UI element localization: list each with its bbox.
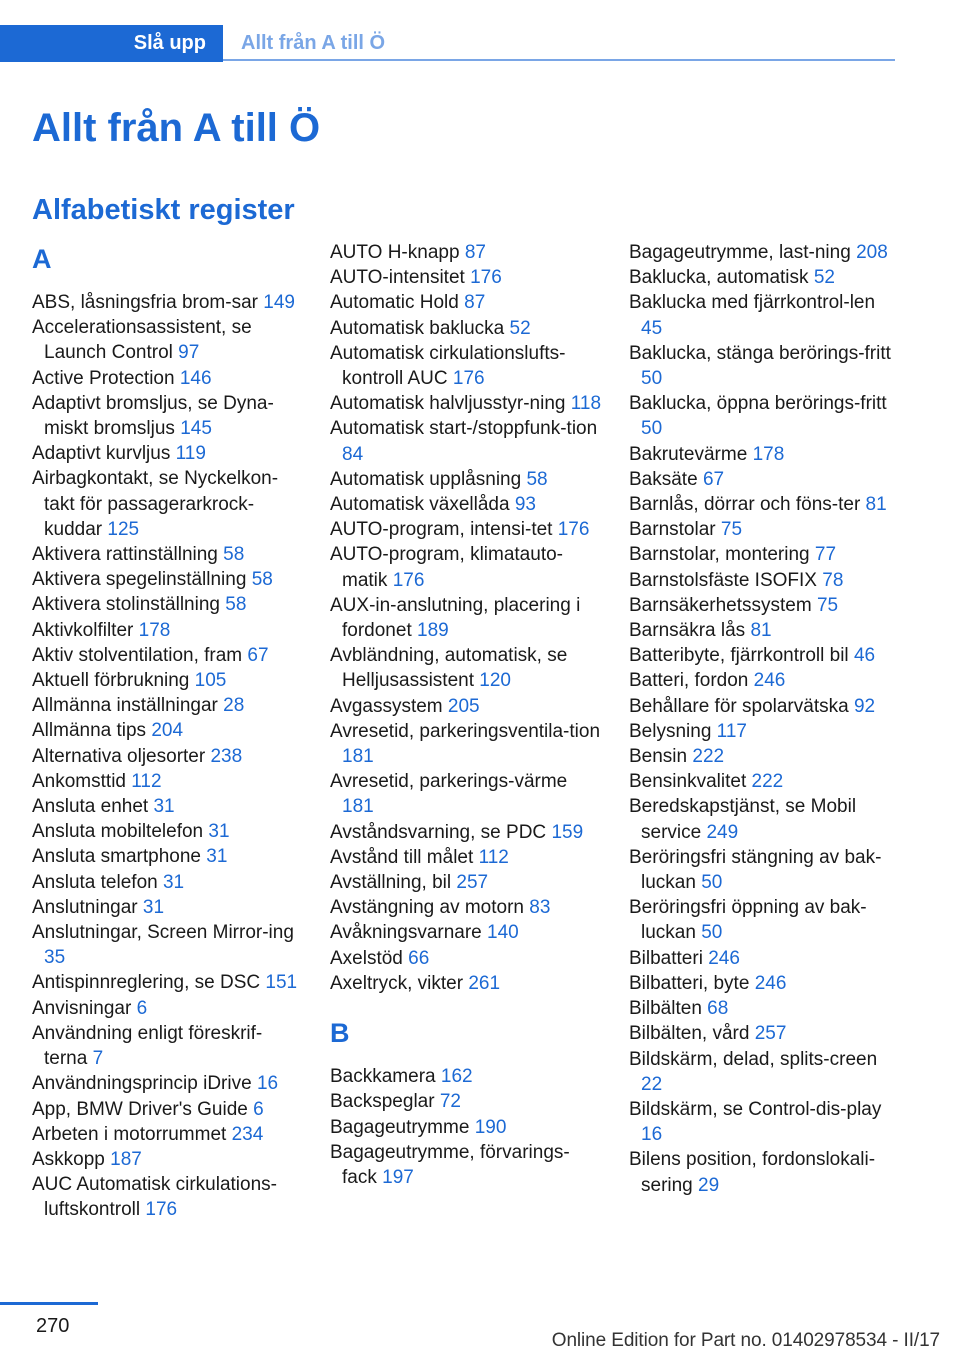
index-page-link[interactable]: 29 xyxy=(698,1174,720,1196)
index-entry xyxy=(32,290,302,315)
index-entry-text: Barnstolar xyxy=(629,519,716,541)
index-entry xyxy=(629,240,899,265)
index-entry-text: Barnsäkerhetssystem xyxy=(629,594,812,616)
index-page-link[interactable]: 120 xyxy=(479,670,511,692)
index-page-link[interactable]: 234 xyxy=(231,1123,264,1145)
index-entry-text: Ansluta telefon xyxy=(32,871,158,893)
index-entry-text: Användning enligt föreskrif‐terna xyxy=(32,1022,263,1070)
index-page-link[interactable]: 66 xyxy=(408,947,430,969)
index-entry xyxy=(32,794,302,819)
index-entry xyxy=(629,1021,899,1046)
index-page-link[interactable]: 246 xyxy=(754,972,787,994)
page-title: Allt från A till Ö xyxy=(32,106,321,150)
index-page-link[interactable]: 50 xyxy=(641,368,663,390)
index-page-link[interactable]: 50 xyxy=(641,418,663,440)
index-page-link[interactable]: 58 xyxy=(526,468,548,490)
index-entry-text: Avresetid, parkeringsventila‐tion xyxy=(330,720,601,742)
index-entry-text: Anvisningar xyxy=(32,997,132,1019)
index-page-link[interactable]: 112 xyxy=(478,846,509,868)
index-entry-text: Axelstöd xyxy=(330,947,403,969)
index-entry-text: Adaptivt kurvljus xyxy=(32,443,171,465)
index-letter-heading: B xyxy=(330,1018,350,1049)
index-page-link[interactable]: 78 xyxy=(822,569,844,591)
index-entry-text: Barnsäkra lås xyxy=(629,620,746,642)
top-navigation xyxy=(0,0,960,62)
index-entry-text: Avåkningsvarnare xyxy=(330,922,482,944)
index-entry xyxy=(330,845,602,870)
index-entry-text: Batteribyte, fjärrkontroll bil xyxy=(629,645,849,667)
index-entry xyxy=(629,593,899,618)
index-page-link[interactable]: 67 xyxy=(247,644,269,666)
index-entry-text: Behållare för spolarvätska xyxy=(629,695,849,717)
index-entry xyxy=(629,1047,899,1097)
index-entry xyxy=(629,719,899,744)
index-page-link[interactable]: 35 xyxy=(44,947,66,969)
index-entry-text: ABS, låsningsfria brom‐sar xyxy=(32,292,258,313)
index-entry xyxy=(32,1122,302,1147)
index-entry-text: Automatic Hold xyxy=(330,292,459,314)
index-entry xyxy=(330,769,602,819)
index-entry xyxy=(32,970,302,995)
index-entry-text: Aktivera stolinställning xyxy=(32,594,220,616)
index-entry-text: Beröringsfri stängning av bak‐luckan xyxy=(629,846,882,894)
index-entry-text: Askkopp xyxy=(32,1148,105,1170)
page-number: 270 xyxy=(36,1315,70,1337)
index-entry xyxy=(32,441,302,466)
index-page-link[interactable]: 84 xyxy=(342,443,364,465)
index-entry-text: Baklucka, öppna berörings‐fritt xyxy=(629,393,887,415)
index-entry xyxy=(32,1172,302,1222)
index-page-link[interactable]: 46 xyxy=(853,645,876,667)
index-entry-text: Avstängning av motorn xyxy=(330,897,524,919)
index-entry xyxy=(330,719,602,769)
index-entry-text: Baksäte xyxy=(629,468,698,490)
index-page-link[interactable]: 190 xyxy=(474,1116,507,1138)
index-entry xyxy=(330,391,602,416)
index-page-link[interactable]: 16 xyxy=(641,1124,663,1146)
index-entry xyxy=(32,895,302,920)
index-entry-text: Avgassystem xyxy=(330,695,443,717)
index-entry xyxy=(32,542,302,567)
index-entry xyxy=(330,240,602,265)
index-entry-text: Barnlås, dörrar och föns‐ter xyxy=(629,494,861,516)
section-title: Alfabetiskt register xyxy=(32,194,295,226)
index-page-link[interactable]: 83 xyxy=(529,897,551,919)
index-page-link[interactable]: 208 xyxy=(856,242,888,263)
index-entry-text: Anslutningar xyxy=(32,896,138,918)
index-entry-text: Ansluta enhet xyxy=(32,796,149,818)
index-entry-text: Backspeglar xyxy=(330,1091,435,1113)
index-entry xyxy=(629,1097,899,1147)
index-entry-text: Baklucka med fjärrkontrol‐len xyxy=(629,292,876,314)
index-column-1 xyxy=(32,240,302,1223)
index-entry-text: Bensinkvalitet xyxy=(629,771,747,793)
index-entry-text: Användningsprincip iDrive xyxy=(32,1073,252,1095)
index-entry xyxy=(32,366,302,391)
index-page-link[interactable]: 176 xyxy=(470,267,502,289)
index-page-link[interactable]: 205 xyxy=(447,695,480,717)
index-column-2 xyxy=(330,240,602,1190)
index-entry xyxy=(32,744,302,769)
index-entry-text: Bildskärm, se Control-dis‐play xyxy=(629,1098,882,1120)
index-entry-text: AUC Automatisk cirkulations‐luftskontroll xyxy=(32,1174,277,1221)
index-entry-text: Bensin xyxy=(629,746,688,768)
index-entry-text: Barnstolsfäste ISOFIX xyxy=(629,569,817,591)
index-entry-text: Bilbälten, vård xyxy=(629,1023,750,1045)
index-entry xyxy=(629,946,899,971)
index-page-link[interactable]: 204 xyxy=(151,720,184,742)
index-entry-text: Airbagkontakt, se Nyckelkon‐takt för passagerarkrock‐kuddar xyxy=(32,468,279,540)
index-entry xyxy=(629,1147,899,1197)
index-entry xyxy=(629,618,899,643)
index-page-link[interactable]: 58 xyxy=(225,594,247,616)
index-entry xyxy=(629,492,899,517)
index-page-link[interactable]: 31 xyxy=(153,796,175,818)
index-entry xyxy=(32,718,302,743)
index-entry-text: Ansluta mobiltelefon xyxy=(32,821,204,843)
index-page-link[interactable]: 31 xyxy=(206,846,228,868)
index-page-link[interactable]: 105 xyxy=(194,670,227,692)
index-page-link[interactable]: 58 xyxy=(223,544,245,566)
index-page-link[interactable]: 112 xyxy=(131,770,162,792)
page-number-rule xyxy=(0,1302,98,1305)
index-entry xyxy=(330,290,602,315)
index-entry-text: Bilbälten xyxy=(629,998,702,1020)
index-entry xyxy=(32,819,302,844)
index-page-link[interactable]: 50 xyxy=(701,872,723,894)
tab-divider xyxy=(223,59,895,61)
index-page-link[interactable]: 16 xyxy=(256,1073,279,1095)
index-page-link[interactable]: 72 xyxy=(439,1091,461,1113)
index-entry-text: Bilens position, fordonslokali‐sering xyxy=(629,1149,876,1196)
index-entry-text: Accelerationsassistent, se Launch Control xyxy=(32,317,252,364)
index-page-link[interactable]: 178 xyxy=(138,619,171,641)
index-page-link[interactable]: 140 xyxy=(487,922,519,944)
index-page-link[interactable]: 119 xyxy=(175,443,206,465)
index-entry-text: Automatisk start-/stoppfunk‐tion xyxy=(330,418,598,440)
index-entry-text: Bilbatteri, byte xyxy=(629,972,750,994)
index-page-link[interactable]: 93 xyxy=(514,494,536,516)
index-entry-text: Belysning xyxy=(629,720,712,742)
index-entry xyxy=(629,694,899,719)
index-page-link[interactable]: 28 xyxy=(223,695,245,717)
index-entry-text: Antispinnreglering, se DSC xyxy=(32,972,261,994)
index-entry xyxy=(330,416,602,466)
index-entry-text: Automatisk halvljusstyr‐ning xyxy=(330,393,566,415)
index-entry-text: Bildskärm, delad, splits‐creen xyxy=(629,1048,878,1070)
index-page-link[interactable]: 257 xyxy=(456,872,489,894)
index-page-link[interactable]: 257 xyxy=(754,1023,787,1045)
index-entry-text: Aktiv stolventilation, fram xyxy=(32,644,243,666)
index-entry xyxy=(330,341,602,391)
index-page-link[interactable]: 87 xyxy=(464,292,486,314)
index-entry-text: Baklucka, automatisk xyxy=(629,267,809,289)
index-entry-text: Barnstolar, montering xyxy=(629,544,810,566)
index-page-link[interactable]: 176 xyxy=(452,368,485,390)
index-page-link[interactable]: 189 xyxy=(417,620,449,642)
index-entry xyxy=(32,315,302,365)
index-entry xyxy=(629,568,899,593)
index-entry xyxy=(330,517,602,542)
index-entry-text: Anslutningar, Screen Mirror‐ing xyxy=(32,922,294,944)
index-entry xyxy=(629,794,899,844)
index-entry-text: Batteri, fordon xyxy=(629,670,749,692)
index-entry-text: Automatisk växellåda xyxy=(330,494,510,516)
index-page-link[interactable]: 58 xyxy=(251,569,273,591)
index-entry xyxy=(32,567,302,592)
index-entry xyxy=(629,341,899,391)
index-entry xyxy=(330,971,602,996)
index-page-link[interactable]: 22 xyxy=(641,1073,663,1095)
index-entry xyxy=(629,391,899,441)
index-page-link[interactable]: 151 xyxy=(265,972,298,994)
index-entry xyxy=(629,744,899,769)
index-page-link[interactable]: 77 xyxy=(814,544,837,566)
index-entry xyxy=(629,265,899,290)
index-entry-text: Avståndsvarning, se PDC xyxy=(330,821,547,843)
index-page-link[interactable]: 176 xyxy=(557,519,590,541)
index-entry xyxy=(32,844,302,869)
index-entry-text: Beredskapstjänst, se Mobil service xyxy=(629,796,857,843)
index-entry xyxy=(330,265,602,290)
index-column-3 xyxy=(629,240,899,1198)
index-entry-text: Arbeten i motorrummet xyxy=(32,1123,227,1145)
index-page-link[interactable]: 75 xyxy=(816,594,839,616)
index-page-link[interactable]: 31 xyxy=(142,896,165,918)
index-entry-text: Backkamera xyxy=(330,1066,436,1088)
index-entry xyxy=(629,442,899,467)
index-entry-text: Allmänna tips xyxy=(32,720,147,742)
index-entry xyxy=(330,920,602,945)
index-entry-text: Aktivera rattinställning xyxy=(32,544,218,566)
index-entry xyxy=(32,996,302,1021)
index-entry xyxy=(330,316,602,341)
index-page-link[interactable]: 31 xyxy=(162,871,185,893)
index-entry-text: Aktivkolfilter xyxy=(32,619,134,641)
index-page-link[interactable]: 187 xyxy=(110,1148,142,1170)
index-page-link[interactable]: 125 xyxy=(107,518,140,540)
index-entry-text: Aktuell förbrukning xyxy=(32,670,190,692)
index-entry-text: Avresetid, parkerings‐värme xyxy=(330,771,568,793)
index-entry xyxy=(629,845,899,895)
index-page-link[interactable]: 92 xyxy=(853,695,876,717)
index-page-link[interactable]: 31 xyxy=(208,821,230,843)
index-entry xyxy=(629,769,899,794)
index-entry-text: AUX-in-anslutning, placering i fordonet xyxy=(330,594,581,642)
footer-edition: Online Edition for Part no. 01402978534 - II/17 xyxy=(551,1330,940,1351)
index-page-link[interactable]: 145 xyxy=(180,418,212,440)
index-entry xyxy=(330,1089,602,1114)
index-letter-heading: A xyxy=(32,244,52,274)
index-entry xyxy=(32,1071,302,1096)
index-page-link[interactable]: 178 xyxy=(752,443,785,465)
index-page-link[interactable]: 81 xyxy=(750,620,772,642)
index-page-link[interactable]: 159 xyxy=(551,821,584,843)
index-page-link[interactable]: 176 xyxy=(145,1199,178,1221)
index-entry-text: Bagageutrymme, last‐ning xyxy=(629,242,851,263)
index-entry xyxy=(32,466,302,542)
index-entry xyxy=(629,668,899,693)
index-page-link[interactable]: 176 xyxy=(392,569,425,591)
index-entry xyxy=(330,542,602,592)
tab-a-to-z[interactable]: Allt från A till Ö xyxy=(241,32,386,54)
index-entry xyxy=(629,290,899,340)
index-page-link[interactable]: 246 xyxy=(708,947,740,969)
index-entry xyxy=(32,920,302,970)
index-entry xyxy=(629,517,899,542)
index-entry-text: Alternativa oljesorter xyxy=(32,745,206,767)
index-entry xyxy=(330,492,602,517)
index-page-link[interactable]: 68 xyxy=(707,998,729,1020)
index-page-link[interactable]: 197 xyxy=(382,1166,414,1188)
index-entry-text: Beröringsfri öppning av bak‐luckan xyxy=(629,897,867,944)
index-page-link[interactable]: 7 xyxy=(92,1048,104,1070)
index-page-link[interactable]: 6 xyxy=(136,997,148,1019)
index-entry xyxy=(32,1021,302,1071)
index-page-link[interactable]: 75 xyxy=(720,519,743,541)
index-entry xyxy=(32,1147,302,1172)
index-entry-text: Aktivera spegelinställning xyxy=(32,569,247,591)
index-page-link[interactable]: 97 xyxy=(178,342,200,364)
index-entry xyxy=(330,593,602,643)
index-entry xyxy=(330,467,602,492)
index-entry xyxy=(629,971,899,996)
index-page-link[interactable]: 238 xyxy=(210,745,243,767)
index-entry-text: Active Protection xyxy=(32,367,175,389)
index-entry-text: Automatisk baklucka xyxy=(330,317,505,339)
index-page-link[interactable]: 181 xyxy=(342,746,374,768)
index-entry-text: Automatisk cirkulationslufts‐kontroll AUC xyxy=(330,342,566,390)
index-entry-text: Adaptivt bromsljus, se Dyna‐miskt bromsljus xyxy=(32,392,274,440)
index-page-link[interactable]: 146 xyxy=(179,367,212,389)
index-entry-text: AUTO H-knapp xyxy=(330,242,460,263)
index-entry xyxy=(32,618,302,643)
index-entry-text: Avstånd till målet xyxy=(330,846,474,868)
index-entry-text: Baklucka, stänga berörings‐fritt xyxy=(629,342,891,364)
index-page-link[interactable]: 52 xyxy=(813,267,835,289)
index-entry xyxy=(32,643,302,668)
index-page-link[interactable]: 149 xyxy=(263,292,295,313)
index-page-link[interactable]: 67 xyxy=(702,468,725,490)
index-entry-text: AUTO-intensitet xyxy=(330,267,465,289)
index-page-link[interactable]: 45 xyxy=(641,317,663,339)
index-page-link[interactable]: 52 xyxy=(509,317,531,339)
index-page-link[interactable]: 246 xyxy=(753,670,786,692)
index-entry xyxy=(629,467,899,492)
index-page-link[interactable]: 261 xyxy=(468,972,501,994)
index-entry xyxy=(330,643,602,693)
index-page-link[interactable]: 162 xyxy=(440,1066,473,1088)
index-entry-text: Bagageutrymme xyxy=(330,1116,470,1138)
index-entry-text: Automatisk upplåsning xyxy=(330,468,522,490)
index-entry xyxy=(32,1097,302,1122)
index-entry-text: Ankomsttid xyxy=(32,770,126,792)
index-entry-text: Axeltryck, vikter xyxy=(330,972,464,994)
index-entry xyxy=(330,820,602,845)
index-entry xyxy=(330,946,602,971)
index-entry-text: Bagageutrymme, förvarings‐fack xyxy=(330,1141,570,1188)
index-entry-text: Allmänna inställningar xyxy=(32,695,218,717)
index-page-link[interactable]: 117 xyxy=(716,720,747,742)
tab-lookup[interactable]: Slå upp xyxy=(0,25,223,62)
index-entry xyxy=(330,694,602,719)
index-page-link[interactable]: 87 xyxy=(464,242,486,263)
index-page-link[interactable]: 181 xyxy=(342,796,374,818)
index-entry xyxy=(32,693,302,718)
index-entry xyxy=(629,895,899,945)
index-entry xyxy=(32,592,302,617)
index-page-link[interactable]: 6 xyxy=(253,1098,264,1120)
index-entry-text: App, BMW Driver's Guide xyxy=(32,1098,248,1120)
index-page-link[interactable]: 222 xyxy=(751,771,784,793)
index-entry xyxy=(629,643,899,668)
index-entry xyxy=(32,769,302,794)
index-page-link[interactable]: 50 xyxy=(701,922,723,944)
index-page-link[interactable]: 81 xyxy=(865,494,887,516)
index-entry xyxy=(629,542,899,567)
index-entry xyxy=(32,870,302,895)
index-entry xyxy=(330,870,602,895)
index-page-link[interactable]: 249 xyxy=(706,821,739,843)
index-entry-text: Bakrutevärme xyxy=(629,443,748,465)
index-page-link[interactable]: 118 xyxy=(570,393,602,415)
index-entry-text: AUTO-program, klimatauto‐matik xyxy=(330,544,563,591)
index-page-link[interactable]: 222 xyxy=(692,746,725,768)
index-entry-text: Bilbatteri xyxy=(629,947,703,969)
index-entry-text: Avbländning, automatisk, se Helljusassistent xyxy=(330,645,568,692)
index-entry xyxy=(330,1115,602,1140)
index-entry-text: Ansluta smartphone xyxy=(32,846,201,868)
index-entry xyxy=(330,1140,602,1190)
index-entry-text: AUTO-program, intensi‐tet xyxy=(330,519,553,541)
index-entry xyxy=(629,996,899,1021)
index-entry-text: Avställning, bil xyxy=(330,872,452,894)
index-entry xyxy=(32,391,302,441)
index-entry xyxy=(330,895,602,920)
index-entry xyxy=(330,1064,602,1089)
index-entry xyxy=(32,668,302,693)
